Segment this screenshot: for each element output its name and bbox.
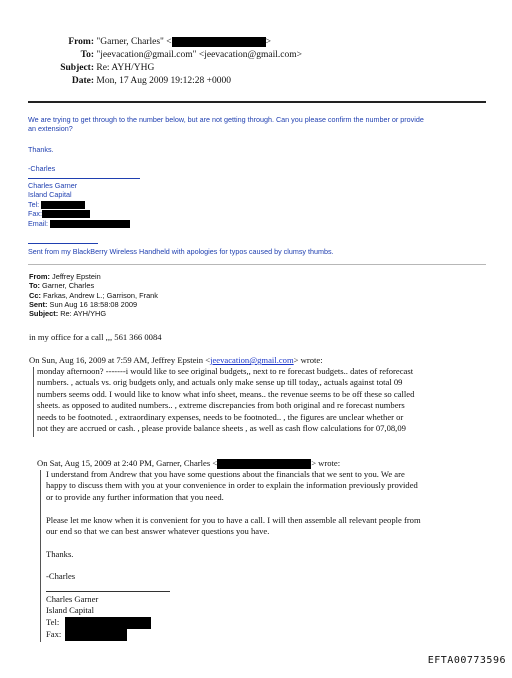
redaction-block (65, 617, 151, 629)
fwd-from-value: Jeffrey Epstein (52, 272, 101, 281)
sig-company: Island Capital (28, 190, 72, 200)
signature-divider (28, 178, 140, 179)
garner-para-1 (46, 469, 508, 503)
sig-fax-row (46, 629, 151, 641)
signature-divider (46, 591, 170, 592)
top-message-sign: -Charles (28, 164, 56, 173)
sig-tel-label: Tel: (46, 616, 60, 627)
from-value: "Garner, Charles" < (96, 37, 172, 47)
quote-intro-end: > wrote: (293, 355, 323, 365)
sig-name: Charles Garner (46, 594, 99, 604)
from-end: > (265, 37, 271, 47)
header-to-row (28, 49, 302, 62)
forwarded-header (29, 272, 158, 318)
quote-line: I understand from Andrew that you have some questions about the financials that we sent to you. We are (46, 469, 405, 479)
fwd-sent-value: Sun Aug 16 18:58:08 2009 (49, 299, 138, 309)
document-id: EFTA00773596 (427, 655, 506, 666)
sig-email-row (28, 219, 130, 228)
redaction-block (172, 37, 266, 47)
garner-quote-intro (37, 458, 340, 469)
fwd-sent-row (29, 300, 158, 309)
quote-line: needs to be footnoted. , extraordinary expenses, needs to be footnoted.. , the figures are unclear whether or (37, 411, 404, 422)
garner-thanks: Thanks. (46, 549, 74, 559)
sig-name: Charles Garner (28, 181, 78, 190)
email-link[interactable]: jeevacation@gmail.com (210, 355, 294, 365)
sig-tel-label: Tel: (28, 199, 40, 209)
sig-email-label: Email: (28, 218, 48, 228)
redaction-block (50, 220, 130, 228)
sig-tel-row (28, 200, 130, 209)
top-message-line: an extension? (28, 124, 73, 134)
header-subject-row (28, 62, 154, 75)
sig-fax-label: Fax: (28, 209, 42, 219)
sig-fax-row (28, 209, 130, 218)
epstein-quote-body (37, 366, 507, 434)
quote-line: sheets. as opposed to audited numbers.. , extreme discrepancies from both original and re forecast numbers (37, 400, 405, 411)
fwd-cc-row (29, 291, 158, 300)
garner-sign: -Charles (46, 571, 76, 581)
to-value: "jeevacation@gmail.com" <jeevacation@gmail.com> (96, 50, 302, 60)
fwd-to-label: To: (29, 281, 40, 291)
fwd-cc-label: Cc: (29, 290, 41, 300)
blue-signature (28, 181, 130, 228)
blackberry-note: Sent from my BlackBerry Wireless Handheld with apologies for typos caused by clumsy thumbs. (28, 247, 334, 256)
fwd-subject-row (29, 309, 158, 318)
garner-para-2 (46, 515, 508, 538)
quote-line: happy to discuss them with you at your convenience in order to explain the information previously provided (46, 480, 418, 491)
fwd-cc-value: Farkas, Andrew L.; Garrison, Frank (42, 290, 158, 300)
fwd-subject-value: Re: AYH/YHG (60, 309, 107, 319)
sig-fax-label: Fax: (46, 628, 62, 639)
blackberry-divider (28, 243, 98, 244)
quote-line: our end so that we can best answer whatever questions you have. (46, 526, 270, 537)
redaction-block (65, 629, 127, 641)
quote-line: monday afternoon? -------i would like to see original budgets,, next to re forecast budgets.. dates of reforecast (37, 366, 414, 376)
fwd-subject-label: Subject: (29, 309, 59, 319)
fwd-from-label: From: (29, 272, 50, 281)
redaction-block (42, 210, 90, 218)
forward-divider (28, 264, 486, 265)
header-date-row (28, 75, 231, 88)
subject-value: Re: AYH/YHG (96, 63, 155, 73)
quote-line: numbers. , actuals vs. orig budgets only, and actuals only make sense up till today,, actuals against total 09 (37, 377, 403, 388)
fwd-from-row (29, 272, 158, 281)
quote-bar (33, 367, 34, 437)
sig-company: Island Capital (46, 605, 94, 616)
quote-intro-text: On Sun, Aug 16, 2009 at 7:59 AM, Jeffrey Epstein < (29, 355, 211, 365)
top-message (28, 115, 498, 134)
redaction-block (217, 459, 311, 469)
sig-tel-row (46, 617, 151, 629)
garner-signature (46, 594, 151, 641)
to-label: To: (80, 50, 94, 60)
quote-line: numbers seems odd. I would like to know what info sheet, means.. the revenue seems to be off these so called (37, 388, 415, 399)
epstein-quote-intro (29, 355, 323, 366)
header-divider (28, 101, 486, 103)
top-message-line: We are trying to get through to the number below, but are not getting through. Can you please confirm the number or provide (28, 115, 424, 124)
quote-bar (40, 470, 41, 642)
quote-line: Please let me know when it is convenient for you to have a call. I will then assemble all relevant people from (46, 515, 421, 525)
header-from-row (28, 36, 271, 49)
office-line: in my office for a call ,,, 561 366 0084 (29, 332, 162, 342)
from-label: From: (68, 37, 94, 47)
quote-line: not they are accrued or cash. , please provide balance sheets , as well as cash flow calculations for 07,08,09 (37, 423, 406, 434)
fwd-to-value: Garner, Charles (42, 281, 95, 291)
fwd-sent-label: Sent: (29, 299, 48, 309)
date-label: Date: (71, 76, 94, 86)
quote-line: or to provide any further information that you need. (46, 491, 224, 502)
subject-label: Subject: (60, 63, 94, 73)
quote-intro-text: On Sat, Aug 15, 2009 at 2:40 PM, Garner, Charles < (37, 458, 218, 468)
quote-intro-end: > wrote: (311, 458, 341, 468)
date-value: Mon, 17 Aug 2009 19:12:28 +0000 (96, 76, 232, 86)
redaction-block (41, 201, 85, 209)
top-message-thanks: Thanks. (28, 145, 54, 154)
fwd-to-row (29, 281, 158, 290)
